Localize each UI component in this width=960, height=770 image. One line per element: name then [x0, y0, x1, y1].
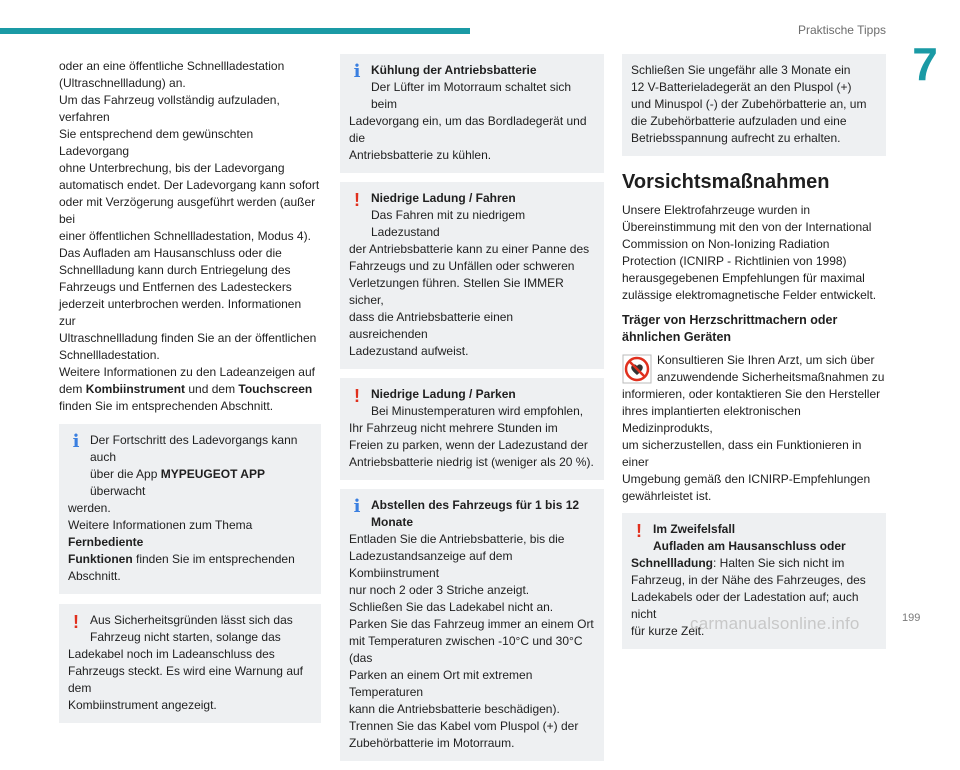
chapter-number: 7 [912, 38, 938, 90]
charging-paragraph: oder an eine öffentliche Schnellladestation (Ultraschnellladung) an. Um das Fahrzeug vollständig aufzuladen, verfahren Sie entsprechend dem gewünschten Ladevorgang ohne Unterbrechung, bis der Ladevorgang automatisch endet. Der Ladevorgang kann sofort oder mit Verzögerung ausgeführt werden (außer bei einer öffentlichen Schnellladestation, Modus 4). Das Aufladen am Hausanschluss oder die Schnellladung kann durch Entriegelung des Fahrzeugs und Entfernen des Ladesteckers jederzeit unterbrochen werden. Informationen zur Ultraschnellladung finden Sie an der öffentlichen Schnellladestation. Weitere Informationen zu den Ladeanzeigen auf dem Kombiinstrument und dem Touchscreen finden Sie im entsprechenden Abschnitt. [59, 59, 320, 413]
pacemaker-block: Konsultieren Sie Ihren Arzt, um sich über anzuwendende Sicherheitsmaßnahmen zu [622, 352, 886, 386]
pacemaker-heading: Träger von Herzschrittmachern oder ähnlichen Geräten [622, 313, 838, 344]
warning-box-start: ! Aus Sicherheitsgründen lässt sich das Fahrzeug nicht starten, solange das Ladekabel noch im Ladeanschluss des Fahrzeugs steckt. Es wird eine Warnung auf dem Kombiinstrument angezeigt. [59, 604, 321, 723]
page-number: 199 [902, 612, 921, 624]
warning-box-driving: ! Niedrige Ladung / Fahren Das Fahren mit zu niedrigem Ladezustand der Antriebsbatterie kann zu einer Panne des Fahrzeugs und zu Unfällen oder schweren Verletzungen führen. Stellen Sie IMMER sicher, dass die Antriebsbatterie einen ausreichenden Ladezustand aufweist. [340, 182, 604, 369]
warning-box-parking: ! Niedrige Ladung / Parken Bei Minustemperaturen wird empfohlen, Ihr Fahrzeug nicht mehrere Stunden im Freien zu parken, wenn der Ladezustand der Antriebsbatterie niedrig ist (weniger als 20 %). [340, 378, 604, 480]
pacemaker-text: informieren, oder kontaktieren Sie den Hersteller ihres implantierten elektronischen Medizinprodukts, um sicherzustellen, dass ein Funktionieren in einer Umgebung gemäß den ICNIRP-Empfehlungen gewährleistet ist. [622, 387, 881, 503]
section-title: Praktische Tipps [797, 23, 886, 37]
warning-icon: ! [354, 190, 360, 210]
warning-icon: ! [73, 612, 79, 632]
warning-icon: ! [636, 521, 642, 541]
info-icon: i [353, 496, 361, 517]
column-2 [340, 54, 604, 770]
header-accent-bar [0, 28, 470, 34]
storage-continued-box: Schließen Sie ungefähr alle 3 Monate ein 12 V-Batterieladegerät an den Pluspol (+) und Minuspol (-) der Zubehörbatterie an, um die Zubehörbatterie aufzuladen und eine Betriebsspannung aufrecht zu erhalten. [622, 54, 886, 156]
column-1 [59, 58, 321, 732]
info-icon: i [353, 61, 361, 82]
warning-icon: ! [354, 386, 360, 406]
column-3 [622, 54, 886, 658]
pacemaker-warning-icon [622, 354, 652, 384]
precautions-heading: Vorsichtsmaßnahmen [622, 171, 830, 193]
warning-box-doubt: ! Im Zweifelsfall Aufladen am Hausanschluss oder Schnellladung: Halten Sie sich nicht im Fahrzeug, in der Nähe des Fahrzeuges, des Ladekabels oder der Ladestation auf; auch nicht für kurze Zeit. [622, 513, 886, 649]
info-box-app: i Der Fortschritt des Ladevorgangs kann auch über die App MYPEUGEOT APP überwacht werden. Weitere Informationen zum Thema Fernbediente Funktionen finden Sie im entsprechenden Abschnitt. [59, 424, 321, 594]
info-box-storage: i Abstellen des Fahrzeugs für 1 bis 12 Monate Entladen Sie die Antriebsbatterie, bis die Ladezustandsanzeige auf dem Kombiinstrument nur noch 2 oder 3 Striche anzeigt. Schließen Sie das Ladekabel nicht an. Parken Sie das Fahrzeug immer an einem Ort mit Temperaturen zwischen -10°C und 30°C (das Parken an einem Ort mit extremen Temperaturen kann die Antriebsbatterie beschädigen). Trennen Sie das Kabel vom Pluspol (+) der Zubehörbatterie im Motorraum. [340, 489, 604, 761]
precautions-intro: Unsere Elektrofahrzeuge wurden in Übereinstimmung mit den von der International Commission on Non-Ionizing Radiation Protection (ICNIRP - Richtlinien von 1998) herausgegebenen Empfehlungen für maximal zulässige elektromagnetische Felder entwickelt. [622, 203, 877, 302]
info-icon: i [72, 431, 80, 452]
watermark: carmanualsonline.info [690, 614, 860, 633]
info-box-cooling: i Kühlung der Antriebsbatterie Der Lüfter im Motorraum schaltet sich beim Ladevorgang ein, um das Bordladegerät und die Antriebsbatterie zu kühlen. [340, 54, 604, 173]
